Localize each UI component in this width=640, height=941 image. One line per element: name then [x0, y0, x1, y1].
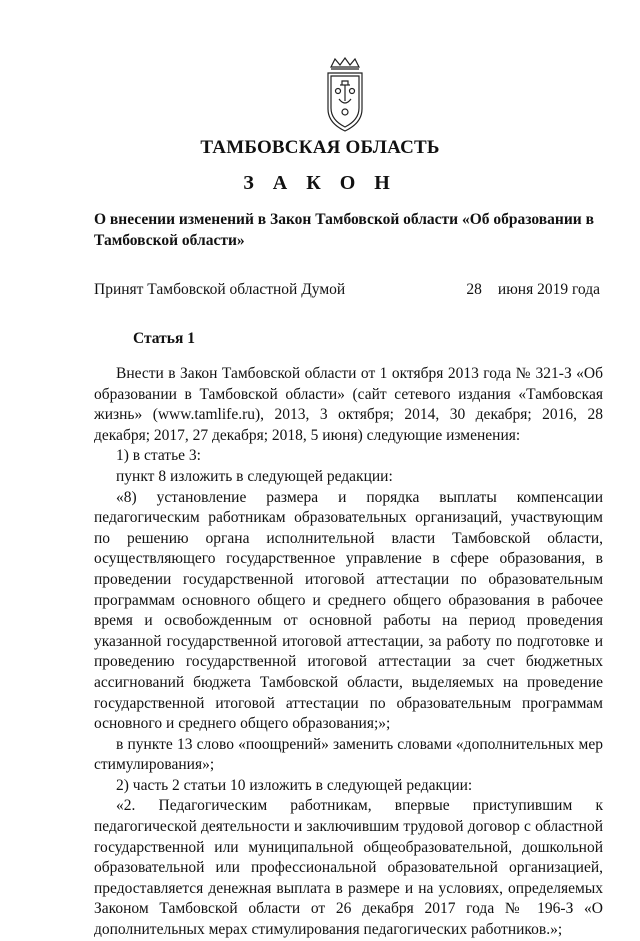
coat-of-arms-icon [322, 57, 368, 135]
paragraph: 2) часть 2 статьи 10 изложить в следующей редакции: [116, 776, 473, 794]
paragraph: «2. Педагогическим работникам, впервые приступившим к педагогической деятельности и заключившим трудовой договор с областной государственной или муниципальной общеобразовательной, дошкольной образовательной или профессиональной образовательной организацией, предоставляется денежная выплата в размере и на условиях, определяемых Законом Тамбовской области от 26 декабря 2017 года № 196-З «О дополнительных мерах стимулирования педагогических работников.»; [94, 797, 603, 939]
law-title: О внесении изменений в Закон Тамбовской области «Об образовании в Тамбовской области» [94, 211, 594, 249]
article-body [94, 364, 603, 941]
adoption-line [94, 279, 600, 300]
region-name: ТАМБОВСКАЯ ОБЛАСТЬ [200, 137, 440, 158]
adoption-day: 28 [466, 281, 482, 298]
paragraph: Внести в Закон Тамбовской области от 1 октября 2013 года № 321-З «Об образовании в Тамбовской области» (сайт сетевого издания «Тамбовская жизнь» (www.tamlife.ru), 2013, 3 октября; 2014, 30 декабря; 2016, 28 декабря; 2017, 27 декабря; 2018, 5 июня) следующие изменения: [94, 365, 603, 444]
paragraph: в пункте 13 слово «поощрений» заменить словами «дополнительных мер стимулирования»; [94, 735, 603, 774]
article-heading: Статья 1 [133, 330, 195, 347]
adoption-text: Принят Тамбовской областной Думой [94, 281, 346, 298]
adoption-date [466, 279, 600, 300]
adoption-month-year: июня 2019 года [497, 281, 600, 298]
document-type: З А К О Н [243, 172, 397, 194]
paragraph: «8) установление размера и порядка выплаты компенсации педагогическим работникам образовательных организаций, участвующим по решению органа исполнительной власти Тамбовской области, осуществляющего государственное управление в сфере образования, в проведении государственной итоговой аттестации по образовательным программам основного общего и среднего общего образования в рабочее время и освобожденным от основной работы на период проведения указанной государственной итоговой аттестации, за работу по подготовке и проведению государственной итоговой аттестации за счет бюджетных ассигнований бюджета Тамбовской области, выделяемых на проведение государственной итоговой аттестации по образовательным программам основного и среднего общего образования;»; [94, 488, 603, 733]
paragraph: пункт 8 изложить в следующей редакции: [116, 467, 393, 485]
paragraph: 1) в статье 3: [116, 447, 201, 465]
